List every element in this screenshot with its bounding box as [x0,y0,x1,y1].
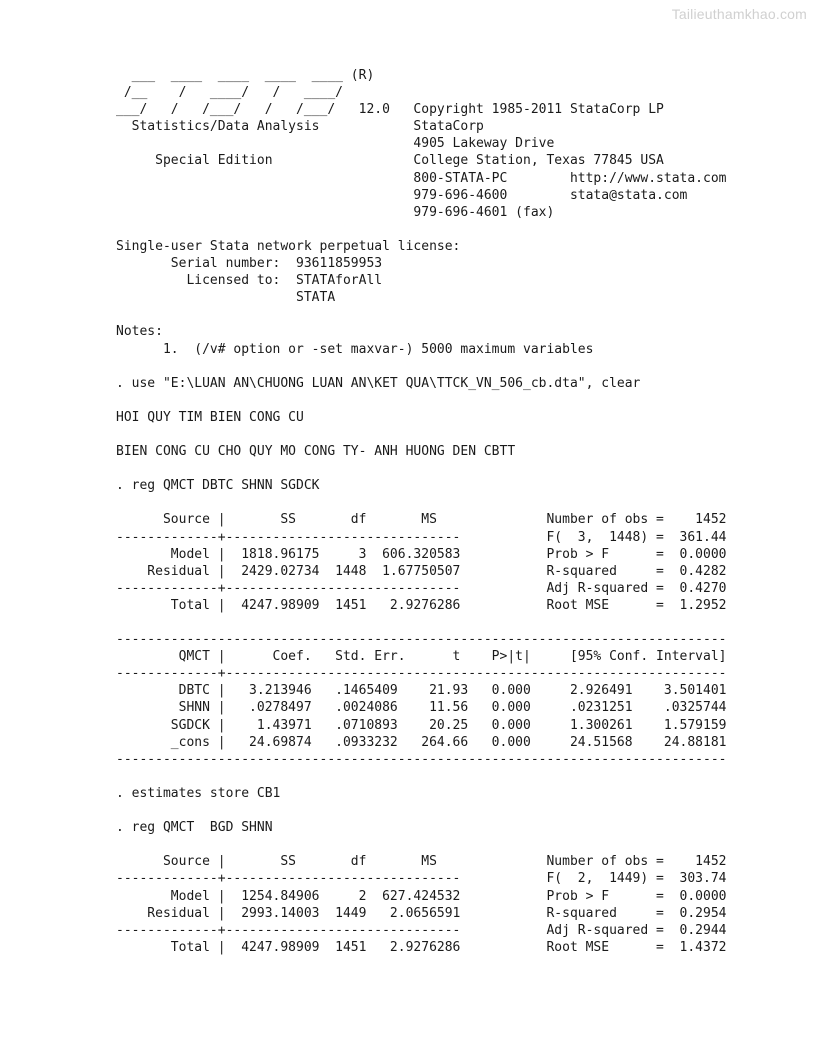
watermark-text: Tailieuthamkhao.com [671,6,807,22]
output-line: Serial number: 93611859953 [116,256,383,272]
output-line [116,494,726,511]
output-line: _cons | 24.69874 .0933232 264.66 0.000 24.51568 24.88181 [116,734,727,750]
output-line: . estimates store CB1 [116,785,281,801]
output-line: Licensed to: STATAforAll [116,273,383,289]
output-line: 4905 Lakeway Drive [116,136,555,152]
output-line: Total | 4247.98909 1451 2.9276286 Root MSE = 1.2952 [116,597,727,613]
output-line: DBTC | 3.213946 .1465409 21.93 0.000 2.926491 3.501401 [116,683,727,699]
output-line: -------------+------------------------------ F( 2, 1449) = 303.74 [116,871,727,887]
output-line: Model | 1818.96175 3 606.320583 Prob > F = 0.0000 [116,546,727,562]
output-line: -------------+------------------------------ Adj R-squared = 0.4270 [116,580,727,596]
output-line: Residual | 2429.02734 1448 1.67750507 R-squared = 0.4282 [116,563,727,579]
output-line: Residual | 2993.14003 1449 2.0656591 R-squared = 0.2954 [116,905,727,921]
stata-results-output [116,67,726,956]
output-line: Model | 1254.84906 2 627.424532 Prob > F = 0.0000 [116,888,727,904]
output-line [116,836,726,853]
output-line: ------------------------------------------------------------------------------ [116,751,727,767]
output-line [116,614,726,631]
output-line: Special Edition College Station, Texas 77845 USA [116,153,664,169]
output-line: SHNN | .0278497 .0024086 11.56 0.000 .0231251 .0325744 [116,700,727,716]
output-line: HOI QUY TIM BIEN CONG CU [116,409,304,425]
output-line [116,460,726,477]
output-line: SGDCK | 1.43971 .0710893 20.25 0.000 1.300261 1.579159 [116,717,727,733]
output-line [116,768,726,785]
output-line [116,358,726,375]
output-line: /__ / ____/ / ____/ [116,85,343,101]
output-line [116,221,726,238]
output-line: Notes: [116,324,163,340]
output-line: 979-696-4601 (fax) [116,204,555,220]
output-line: ___/ / /___/ / /___/ 12.0 Copyright 1985-2011 StataCorp LP [116,102,664,118]
output-line: 1. (/v# option or -set maxvar-) 5000 maximum variables [116,341,594,357]
output-line: ___ ____ ____ ____ ____ (R) [116,68,375,83]
output-line [116,306,726,323]
output-line: . reg QMCT BGD SHNN [116,820,273,836]
output-line [116,802,726,819]
output-line: Source | SS df MS Number of obs = 1452 [116,512,727,528]
output-line [116,426,726,443]
output-line: . use "E:\LUAN AN\CHUONG LUAN AN\KET QUA\TTCK_VN_506_cb.dta", clear [116,375,641,391]
output-line: -------------+---------------------------------------------------------------- [116,666,727,682]
output-line: STATA [116,290,336,306]
output-line: ------------------------------------------------------------------------------ [116,632,727,648]
output-line: 800-STATA-PC http://www.stata.com [116,170,727,186]
output-line: Total | 4247.98909 1451 2.9276286 Root MSE = 1.4372 [116,939,727,955]
output-line: -------------+------------------------------ F( 3, 1448) = 361.44 [116,529,727,545]
output-line: 979-696-4600 stata@stata.com [116,187,688,203]
output-line: BIEN CONG CU CHO QUY MO CONG TY- ANH HUONG DEN CBTT [116,444,516,460]
output-line: -------------+------------------------------ Adj R-squared = 0.2944 [116,922,727,938]
output-line: Statistics/Data Analysis StataCorp [116,119,484,135]
output-line [116,392,726,409]
output-line: QMCT | Coef. Std. Err. t P>|t| [95% Conf. Interval] [116,649,727,665]
output-line: Single-user Stata network perpetual license: [116,238,461,254]
output-line: . reg QMCT DBTC SHNN SGDCK [116,478,320,494]
output-line: Source | SS df MS Number of obs = 1452 [116,854,727,870]
